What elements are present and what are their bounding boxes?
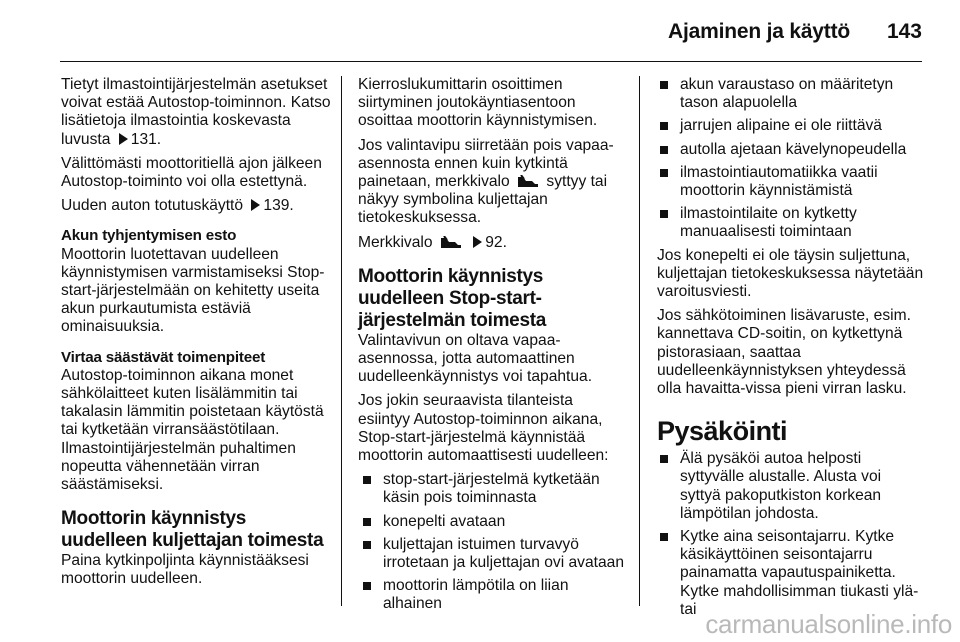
square-bullet-icon — [660, 210, 668, 218]
paragraph: Autostop-toiminnon aikana monet sähkölaitteet kuten lisälämmitin tai takalasin lämmitin poistetaan käytöstä tai kytketään virransäästötilaan. Ilmastointijärjestelmän puhaltimen nopeutta vähennetään virran säästämiseksi. — [61, 366, 324, 494]
arrow-reference-icon — [251, 199, 260, 211]
column-2 — [358, 76, 626, 619]
arrow-reference-icon — [473, 236, 482, 248]
square-bullet-icon — [363, 518, 371, 526]
list-item: ilmastointilaite on kytketty manuaalisesti toimintaan — [657, 205, 924, 241]
paragraph: Välittömästi moottoritiellä ajon jälkeen Autostop-toiminto voi olla estettynä. — [61, 154, 322, 191]
list-item: Kytke aina seisontajarru. Kytke käsikäyttöinen seisontajarru painamatta vapautuspainiketta. Kytke mahdollisimman tiukasti ylä- tai — [657, 528, 924, 619]
list-item: ilmastointiautomatiikka vaatii moottorin käynnistämistä — [657, 164, 924, 200]
square-bullet-icon — [660, 81, 668, 89]
subheading: Akun tyhjentymisen esto — [61, 227, 237, 245]
square-bullet-icon — [363, 582, 371, 590]
chapter-heading: Pysäköinti — [657, 416, 788, 447]
paragraph-text: Merkkivalo — [358, 233, 433, 251]
column-3 — [657, 76, 924, 624]
list-item: autolla ajetaan kävelynopeudella — [657, 141, 924, 159]
column-divider-1 — [341, 76, 342, 606]
paragraph: Paina kytkinpoljinta käynnistääksesi moottorin uudelleen. — [61, 552, 309, 588]
square-bullet-icon — [660, 169, 668, 177]
paragraph: Jos sähkötoiminen lisävaruste, esim. kannettava CD-soitin, on kytkettynä pistorasiaan, saattaa uudelleenkäynnistyksen yhteydessä olla havaitta-vissa pieni virran lasku. — [657, 307, 911, 398]
list-item: jarrujen alipaine ei ole riittävä — [657, 117, 924, 135]
list-item: stop-start-järjestelmä kytketään käsin pois toiminnasta — [360, 471, 626, 507]
paragraph: Kierroslukumittarin osoittimen siirtyminen joutokäyntiasentoon osoittaa moottorin käynnistymisen. — [358, 76, 598, 130]
paragraph: Moottorin luotettavan uudelleen käynnistymisen varmistamiseksi Stop-start-järjestelmään on kehitetty useita akun purkautumista estäviä ominaisuuksia. — [61, 245, 325, 336]
list-item: akun varaustaso on määritetyn tason alapuolella — [657, 76, 924, 112]
paragraph — [358, 137, 626, 228]
header-divider — [60, 61, 922, 62]
column-divider-2 — [639, 76, 640, 606]
paragraph: Valintavivun on oltava vapaa-asennossa, jotta automaattinen uudelleenkäynnistys voi tapahtua. — [358, 331, 593, 386]
page-header — [0, 0, 960, 64]
section-heading: Moottorin käynnistys uudelleen kuljettajan toimesta — [61, 508, 324, 552]
list-item: konepelti avataan — [360, 513, 626, 531]
section-heading: Moottorin käynnistys uudelleen Stop-start-järjestelmän toimesta — [358, 265, 547, 331]
square-bullet-icon — [363, 476, 371, 484]
column-1 — [61, 76, 331, 595]
arrow-reference-icon — [119, 133, 128, 145]
list-item: kuljettajan istuimen turvavyö irrotetaan ja kuljettajan ovi avataan — [360, 536, 626, 572]
paragraph — [358, 234, 626, 252]
paragraph — [61, 76, 331, 149]
bullet-list — [657, 76, 924, 242]
paragraph-text: Jos valintavipu siirretään pois vapaa-asennosta ennen kuin kytkintä painetaan, merkkivalo — [358, 136, 614, 191]
square-bullet-icon — [660, 122, 668, 130]
subheading: Virtaa säästävät toimenpiteet — [61, 348, 266, 366]
page-reference: 131. — [130, 130, 162, 148]
paragraph-text: Tietyt ilmastointijärjestelmän asetukset voivat estää Autostop-toiminnon. Katso lisätietoja ilmastointia koskevasta luvusta — [61, 76, 331, 148]
page-title: Ajaminen ja käyttö — [668, 20, 850, 43]
square-bullet-icon — [660, 455, 668, 463]
bullet-list — [358, 471, 626, 613]
list-item: moottorin lämpötila on liian alhainen — [360, 577, 626, 613]
watermark: carmanualsonline.info — [705, 609, 952, 639]
paragraph — [61, 197, 331, 215]
square-bullet-icon — [363, 541, 371, 549]
paragraph-text: Uuden auton totutuskäyttö — [61, 197, 244, 215]
car-indicator-icon — [517, 175, 539, 188]
list-item: Älä pysäköi autoa helposti syttyvälle alustalle. Alusta voi syttyä pakoputkiston korkean lämpötilan johdosta. — [657, 450, 924, 523]
page-reference: 92. — [485, 233, 507, 251]
bullet-list — [657, 450, 924, 619]
page-number: 143 — [886, 20, 922, 43]
car-indicator-icon — [440, 236, 462, 249]
paragraph: Jos jokin seuraavista tilanteista esiintyy Autostop-toiminnon aikana, Stop-start-järjestelmä käynnistää moottorin automaattisesti uudelleen: — [358, 392, 609, 465]
page-reference: 139. — [263, 197, 294, 215]
paragraph-text: syttyy tai näkyy symbolina kuljettajan tietokeskuksessa. — [358, 173, 608, 227]
paragraph: Jos konepelti ei ole täysin suljettuna, kuljettajan tietokeskuksessa näytetään varoitusviesti. — [657, 246, 924, 301]
square-bullet-icon — [660, 533, 668, 541]
square-bullet-icon — [660, 146, 668, 154]
